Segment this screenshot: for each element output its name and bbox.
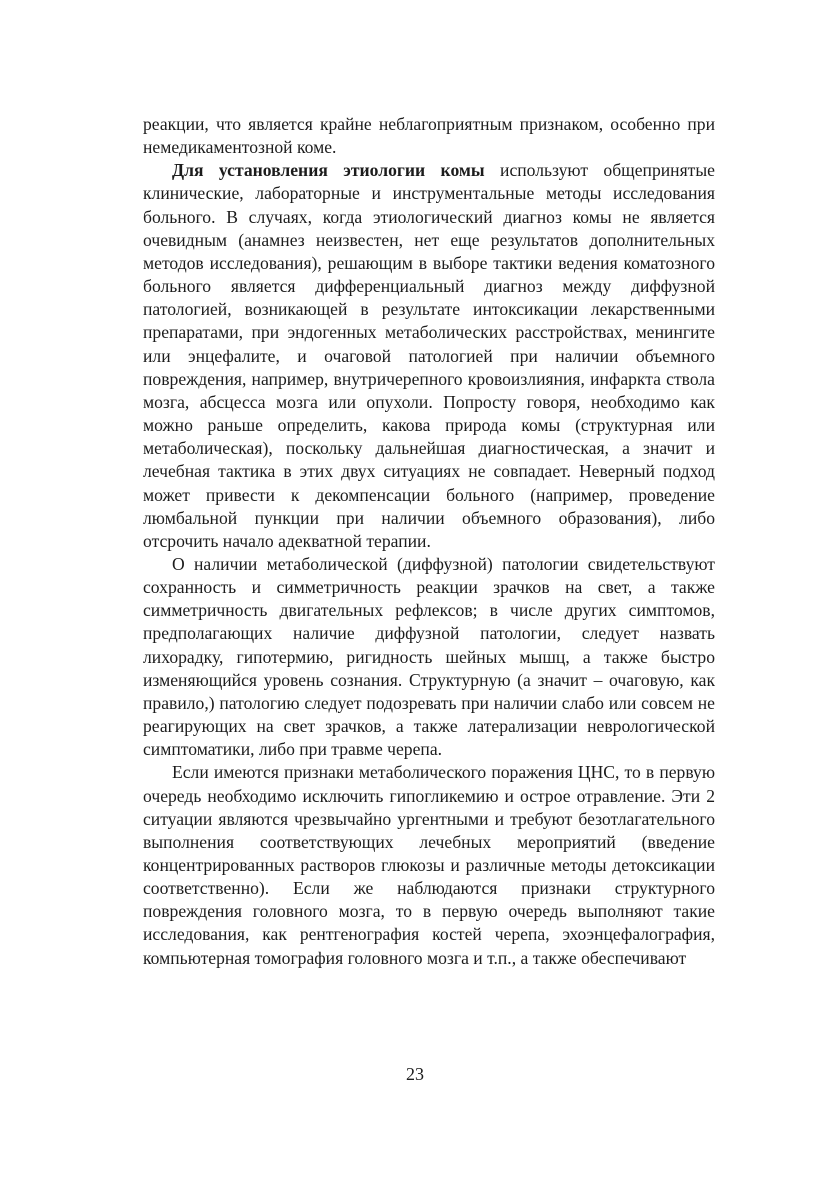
paragraph-text: О наличии метаболической (диффузной) патологии свидетельствуют сохранность и симметричность реакции зрачков на свет, а также симметричность двигательных рефлексов; в числе других симптомов, предполагающих наличие диффузной патологии, следует назвать лихорадку, гипотермию, ригидность шейных мышц, а также быстро изменяющийся уровень сознания. Структурную (а значит – очаговую, как правило,) патологию следует подозревать при наличии слабо или совсем не реагирующих на свет зрачков, а также латерализации неврологической симптоматики, либо при травме черепа. — [143, 553, 715, 760]
page-number: 23 — [406, 1064, 424, 1084]
paragraph-text: реакции, что является крайне неблагоприятным признаком, особенно при немедикаментозной коме. — [143, 114, 715, 158]
body-text — [143, 113, 715, 970]
paragraph-cns-damage — [143, 761, 715, 969]
paragraph-text: Если имеются признаки метаболического поражения ЦНС, то в первую очередь необходимо исключить гипогликемию и острое отравление. Эти 2 ситуации являются чрезвычайно ургентными и требуют безотлагательного выполнения соответствующих лечебных мероприятий (введение концентрированных растворов глюкозы и различные методы детоксикации соответственно). Если же наблюдаются признаки структурного повреждения головного мозга, то в первую очередь выполняют такие исследования, как рентгенография костей черепа, эхоэнцефалография, компьютерная томография головного мозга и т.п., а также обеспечивают — [143, 762, 715, 968]
paragraph-metabolic-signs — [143, 553, 715, 761]
paragraph-continuation — [143, 113, 715, 159]
paragraph-text: используют общепринятые клинические, лабораторные и инструментальные методы исследования больного. В случаях, когда этиологический диагноз комы не является очевидным (анамнез неизвестен, нет еще результатов дополнительных методов исследования), решающим в выборе тактики ведения коматозного больного является дифференциальный диагноз между диффузной патологией, возникающей в результате интоксикации лекарственными препаратами, при эндогенных метаболических расстройствах, менингите или энцефалите, и очаговой патологией при наличии объемного повреждения, например, внутричерепного кровоизлияния, инфаркта ствола мозга, абсцесса мозга или опухоли. Попросту говоря, необходимо как можно раньше определить, какова природа комы (структурная или метаболическая), поскольку дальнейшая диагностическая, а значит и лечебная тактика в этих двух ситуациях не совпадает. Неверный подход может привести к декомпенсации больного (например, проведение люмбальной пункции при наличии объемного образования), либо отсрочить начало адекватной терапии. — [143, 160, 715, 551]
paragraph-etiology — [143, 159, 715, 553]
paragraph-lead-bold: Для установления этиологии комы — [172, 160, 485, 181]
